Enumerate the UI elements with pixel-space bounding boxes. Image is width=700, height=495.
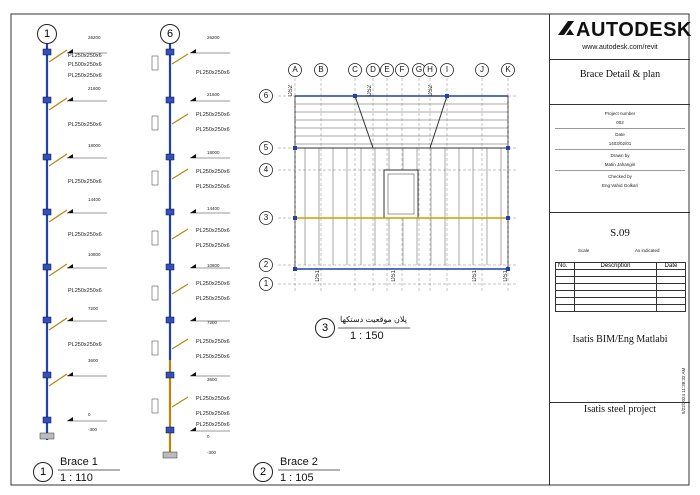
brace2-plate-label: PL250x250x6 (196, 112, 230, 118)
plan-brace-tag: DS1 (503, 270, 509, 282)
brace2-plate-label: PL250x250x6 (196, 70, 230, 76)
brace1-gusset (49, 210, 67, 222)
plan-grid-label: K (505, 65, 511, 74)
plan-core (384, 170, 418, 218)
brace2-plate-label: PL250x250x6 (196, 169, 230, 175)
brace1-level-label: 10800 (88, 252, 101, 257)
brace1-level-marker (67, 317, 73, 321)
checked-by: Eng Vahid Golkari (602, 183, 638, 188)
view-number-2: 2 (253, 462, 273, 482)
brace2-level-marker (190, 317, 196, 321)
brace2-plate-label: PL250x250x6 (196, 296, 230, 302)
brace1-level-label: 3600 (88, 358, 99, 363)
plan-grid-label: E (384, 65, 390, 74)
project-name-box (550, 402, 690, 485)
brace1-plate-label: PL250x250x6 (68, 232, 102, 238)
brace-plan (58, 64, 518, 471)
rev-header-no: No. (556, 263, 575, 270)
autodesk-logo: AUTODESK (576, 19, 692, 41)
brace2-gusset (172, 284, 188, 294)
sheet-title: Brace Detail & plan (579, 69, 661, 80)
brace2-connection (166, 49, 174, 55)
brace1-level-label: 26200 (88, 35, 101, 40)
project-name: Isatis steel project (583, 404, 657, 415)
brace1-level-label: 7200 (88, 306, 99, 311)
brace2-plate-label: PL250x250x6 (196, 396, 230, 402)
brace2-plate-label: PL250x250x6 (196, 281, 230, 287)
project-number: 002 (616, 120, 624, 125)
brace1-level-marker (67, 417, 73, 421)
brace2-level-label: 26200 (207, 35, 220, 40)
brace1-gusset (49, 154, 67, 166)
view-scale-brace1: 1 : 110 (60, 472, 93, 484)
brace2-plate-label: PL250x250x6 (196, 422, 230, 428)
brace2-level-label: -300 (207, 450, 217, 455)
brace1-plate-label: PL250x250x6 (68, 122, 102, 128)
sheet-number: S.09 (610, 227, 630, 239)
autodesk-url: www.autodesk.com/revit (582, 44, 658, 51)
brace2-connection (166, 154, 174, 160)
brace2-connection (166, 372, 174, 378)
view-scale-plan: 1 : 150 (350, 330, 384, 342)
brace1-level-label: 0 (88, 412, 91, 417)
brace1-level-marker (67, 264, 73, 268)
revision-table (555, 262, 686, 312)
brace1-connection (43, 372, 51, 378)
brace2-dim-box (152, 171, 158, 185)
plan-grid-label: H (427, 65, 433, 74)
brace1-connection (43, 264, 51, 270)
brace1-gusset (49, 318, 67, 330)
plan-grid-label: I (445, 65, 449, 74)
brace1-level-marker (67, 209, 73, 213)
scale-label: Scale (578, 248, 590, 253)
brace2-gusset (172, 54, 188, 64)
plan-grid-label: A (292, 65, 298, 74)
plan-grid-label: 3 (263, 213, 269, 222)
brace2-level-label: 10800 (207, 263, 220, 268)
drawn-by-label: Drawn by (610, 153, 630, 158)
brace1-connection (43, 49, 51, 55)
brace1-level-marker (67, 372, 73, 376)
brace1-level-marker (67, 154, 73, 158)
view-title-brace2: Brace 2 (280, 456, 318, 468)
brace2-connection (166, 264, 174, 270)
brace2-level-label: 18000 (207, 150, 220, 155)
plan-grid-label: G (415, 65, 423, 74)
brace2-level-marker (190, 264, 196, 268)
brace1-level-label: 14400 (88, 197, 101, 202)
plan-brace-tag: DS2 (428, 85, 434, 97)
logo-box (550, 14, 690, 60)
brace2-connection (166, 97, 174, 103)
brace1-plate-label: PL250x250x6 (68, 179, 102, 185)
plan-brace-tag: DS2 (288, 85, 294, 97)
brace1-connection (43, 97, 51, 103)
plan-column (293, 216, 297, 220)
brace2-level-marker (190, 97, 196, 101)
brace1-connection (43, 417, 51, 423)
brace1-elevation (40, 38, 107, 440)
brace2-base (163, 452, 177, 458)
plan-column (293, 146, 297, 150)
brace2-plate-label: PL250x250x6 (196, 184, 230, 190)
plan-brace-tag: DS2 (367, 85, 373, 97)
title-block (549, 14, 690, 485)
brace2-dim-box (152, 286, 158, 300)
brace2-gusset (172, 397, 188, 407)
brace1-connection (43, 317, 51, 323)
view-title-brace1: Brace 1 (60, 456, 98, 468)
brace2-gusset (172, 114, 188, 124)
brace1-gusset (49, 374, 67, 386)
checked-by-label: Checked by (608, 174, 632, 179)
brace1-gusset (49, 50, 67, 62)
date-label: Date (615, 132, 625, 137)
brace2-plate-label: PL250x250x6 (196, 127, 230, 133)
brace1-base (40, 433, 54, 439)
plan-column (293, 267, 297, 271)
view-scale-brace2: 1 : 105 (280, 472, 314, 484)
brace2-connection (166, 427, 174, 433)
brace1-connection (43, 154, 51, 160)
brace1-plate-label: PL250x250x6 (68, 342, 102, 348)
brace2-gusset (172, 229, 188, 239)
brace1-gusset (49, 264, 67, 276)
plan-column (506, 146, 510, 150)
brace1-gusset (49, 98, 67, 110)
plan-grid-label: D (370, 65, 376, 74)
date-value: 1403/02/01 (608, 141, 632, 146)
grid-bubble-brace2: 6 (160, 24, 180, 44)
brace2-level-label: 3600 (207, 377, 218, 382)
plan-column (506, 216, 510, 220)
plan-brace-tag: DS1 (472, 270, 478, 282)
scale-value: As indicated (635, 248, 660, 253)
rev-header-description: Description (575, 263, 657, 270)
autodesk-logo-icon (556, 20, 576, 36)
plan-grid-label: 1 (263, 279, 269, 288)
brace1-level-label: -300 (88, 427, 98, 432)
plan-grid-label: F (399, 65, 405, 74)
print-timestamp: 5/22/2024 11:38:32 AM (681, 367, 686, 414)
company-name: Isatis BIM/Eng Matlabi (572, 334, 668, 345)
view-number-3: 3 (315, 318, 335, 338)
brace2-level-label: 14400 (207, 206, 220, 211)
brace2-dim-box (152, 231, 158, 245)
brace2-dim-box (152, 56, 158, 70)
brace2-plate-label: PL250x250x6 (196, 354, 230, 360)
plan-brace-tag: DS1 (391, 270, 397, 282)
brace2-gusset (172, 169, 188, 179)
view-number-1: 1 (33, 462, 53, 482)
plan-grid-label: 5 (263, 143, 269, 152)
rev-header-date: Date (657, 263, 686, 270)
brace2-plate-label: PL250x250x6 (196, 411, 230, 417)
brace2-level-marker (190, 154, 196, 158)
plan-grid-label: 2 (263, 260, 269, 269)
view-title-plan: پلان موقعیت دستکها (340, 315, 407, 324)
brace2-dim-box (152, 399, 158, 413)
grid-bubble-brace1: 1 (37, 24, 57, 44)
brace1-plate-label: PL250x250x6 (68, 288, 102, 294)
project-info-box (550, 104, 690, 213)
plan-column (445, 94, 449, 98)
plan-grid-label: 6 (263, 91, 269, 100)
brace1-plate-label: PL250x250x6 (68, 53, 102, 59)
sheet-number-box (550, 212, 690, 403)
brace2-connection (166, 317, 174, 323)
brace1-level-label: 18000 (88, 143, 101, 148)
brace2-plate-label: PL250x250x6 (196, 339, 230, 345)
plan-brace-tag: DS1 (315, 270, 321, 282)
plan-column (353, 94, 357, 98)
brace2-level-marker (190, 372, 196, 376)
plan-grid-label: J (480, 65, 484, 74)
brace2-dim-box (152, 116, 158, 130)
brace2-dim-box (152, 341, 158, 355)
brace2-level-label: 0 (207, 434, 210, 439)
brace2-connection (166, 209, 174, 215)
brace2-plate-label: PL250x250x6 (196, 243, 230, 249)
brace2-level-label: 7200 (207, 320, 218, 325)
brace2-gusset (172, 339, 188, 349)
brace1-level-marker (67, 97, 73, 101)
plan-grid-label: C (352, 65, 358, 74)
brace1-plate-label: PL250x250x6 (68, 73, 102, 79)
brace1-connection (43, 209, 51, 215)
brace2-level-label: 21600 (207, 92, 220, 97)
plan-grid-label: 4 (263, 165, 269, 174)
brace1-plate-label: PL500x250x6 (68, 62, 102, 68)
brace2-level-marker (190, 209, 196, 213)
project-number-label: Project number (604, 111, 636, 116)
sheet-title-box (550, 59, 690, 105)
brace2-level-marker (190, 49, 196, 53)
brace1-level-label: 21600 (88, 86, 101, 91)
drawn-by: Matin Jahangiri (604, 162, 636, 167)
plan-grid-label: B (318, 65, 324, 74)
brace2-plate-label: PL250x250x6 (196, 228, 230, 234)
